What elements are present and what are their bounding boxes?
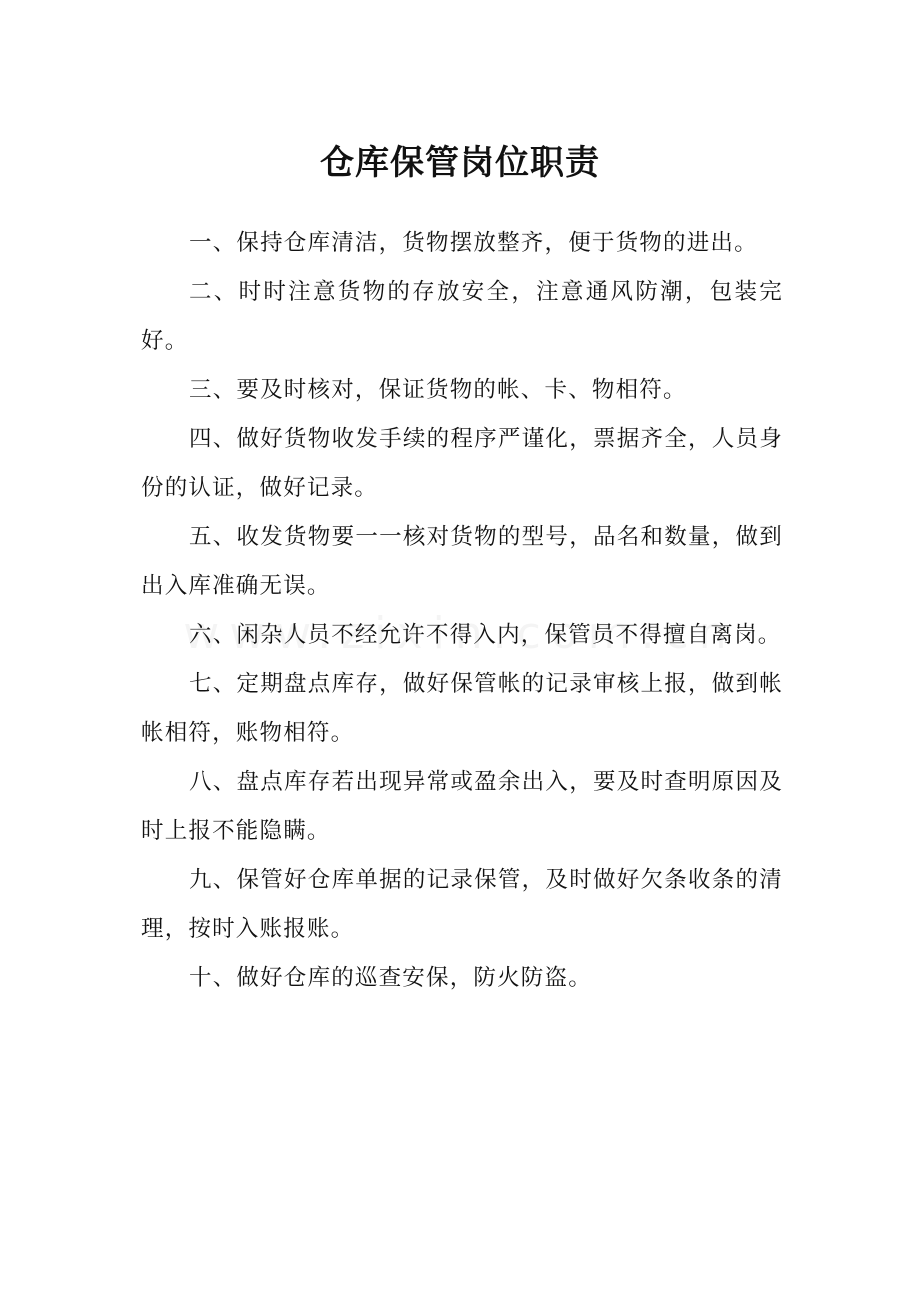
duty-item: 三、要及时核对，保证货物的帐、卡、物相符。 [189,377,687,403]
duty-item: 七、定期盘点库存，做好保管帐的记录审核上报，做到帐帐相符，账物相符。 [141,671,783,746]
duty-item: 一、保持仓库清洁，货物摆放整齐，便于货物的进出。 [189,230,758,256]
duty-item: 五、收发货物要一一核对货物的型号，品名和数量，做到出入库准确无误。 [141,524,783,599]
duties-list [141,219,783,1003]
duty-item: 十、做好仓库的巡查安保，防火防盗。 [189,965,592,991]
duty-item: 八、盘点库存若出现异常或盈余出入，要及时查明原因及时上报不能隐瞒。 [141,769,783,844]
duty-item: 二、时时注意货物的存放安全，注意通风防潮，包装完好。 [141,279,783,354]
duty-item: 四、做好货物收发手续的程序严谨化，票据齐全，人员身份的认证，做好记录。 [141,426,783,501]
duty-item: 六、闲杂人员不经允许不得入内，保管员不得擅自离岗。 [189,622,782,648]
page-title: 仓库保管岗位职责 [320,142,600,183]
duty-item: 九、保管好仓库单据的记录保管，及时做好欠条收条的清理，按时入账报账。 [141,867,783,942]
